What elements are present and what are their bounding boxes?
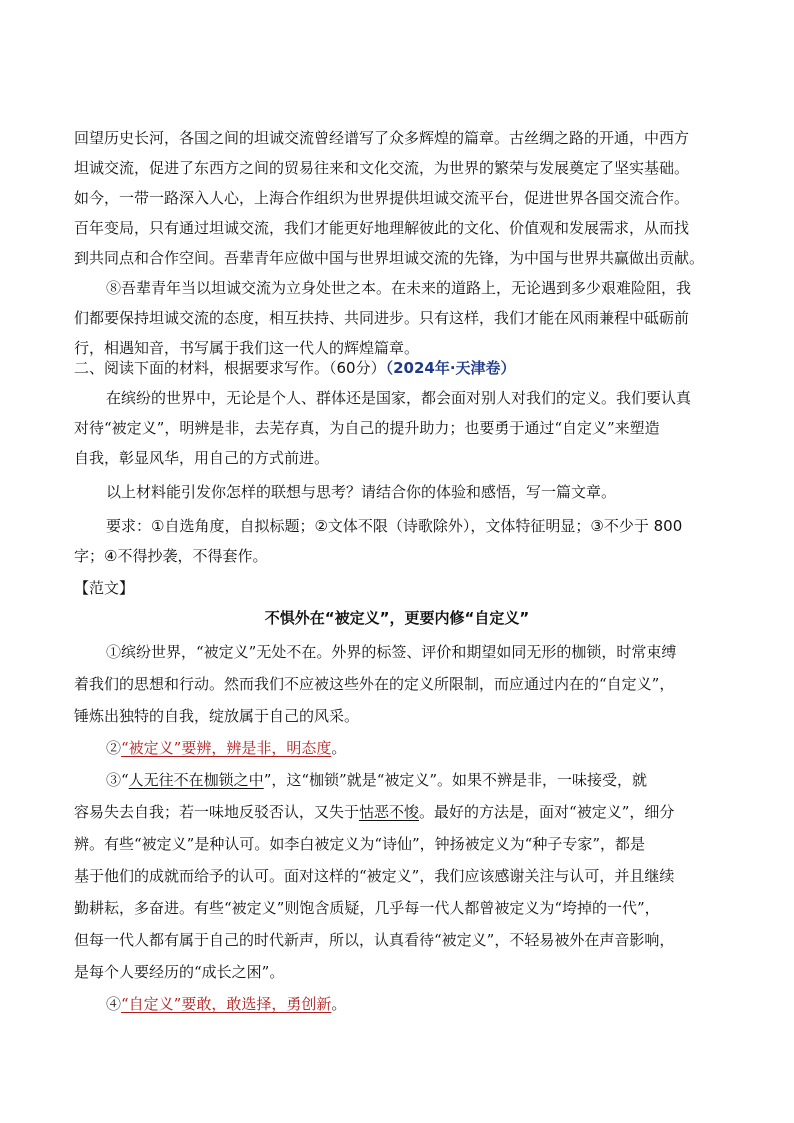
requirements-line: 要求：①自选角度，自拟标题；②文体不限（诗歌除外），文体特征明显；③不少于 800 [106,517,683,535]
text-run: ”，这“枷锁”就是“被定义”。如果不辨是非，一味接受，就 [263,771,648,789]
text-run: ③“ [106,771,129,789]
material-line: 对待“被定义”，明辨是非，去芜存真，为自己的提升助力；也要勇于通过“自定义”来塑造 [74,419,660,437]
subheading-number: ④ [106,995,122,1013]
essay-line: 基于他们的成就而给予的认可。面对这样的“被定义”，我们应该感谢关注与认可，并且继续 [74,867,675,885]
essay-line: 着我们的思想和行动。然而我们不应被这些外在的定义所限制，而应通过内在的“自定义”， [74,675,675,693]
essay-line: 但每一代人都有属于自己的时代新声，所以，认真看待“被定义”，不轻易被外在声音影响， [74,931,675,949]
paragraph-line: 坦诚交流，促进了东西方之间的贸易往来和文化交流，为世界的繁荣与发展奠定了坚实基础。 [74,159,690,177]
paragraph-line: 回望历史长河，各国之间的坦诚交流曾经谱写了众多辉煌的篇章。古丝绸之路的开通，中西方 [74,129,690,147]
essay-line: 勤耕耘，多奋进。有些“被定义”则饱含质疑，几乎每一代人都曾被定义为“垮掉的一代”， [74,899,660,917]
paragraph-line: 行，相遇知音，书写属于我们这一代人的辉煌篇章。 [74,339,420,357]
essay-line: ①缤纷世界，“被定义”无处不在。外界的标签、评价和期望如同无形的枷锁，时常束缚 [106,643,677,661]
paragraph-line: 到共同点和合作空间。吾辈青年应做中国与世界坦诚交流的先锋，为中国与世界共赢做出贡献。 [74,249,705,267]
requirements-line: 字；④不得抄袭，不得套作。 [74,547,268,565]
paragraph-line: 们都要保持坦诚交流的态度，相互扶持、共同进步。只有这样，我们才能在风雨兼程中砥砺前 [74,309,690,327]
subheading-end: 。 [331,739,347,757]
paragraph-line: ⑧吾辈青年当以坦诚交流为立身处世之本。在未来的道路上，无论遇到多少艰难险阻，我 [106,279,692,297]
idiom-underlined: 怙恶不悛 [359,803,420,821]
essay-line: 是每个人要经历的“成长之困”。 [74,963,285,981]
material-line: 在缤纷的世界中，无论是个人、群体还是国家，都会面对别人对我们的定义。我们要认真 [106,389,692,407]
writing-prompt: 以上材料能引发你怎样的联想与思考？请结合你的体验和感悟，写一篇文章。 [106,483,617,501]
subheading-text: “被定义”要辨，辨是非，明态度 [121,739,332,757]
essay-line: 锤炼出独特的自我，绽放属于自己的风采。 [74,707,360,725]
section-heading-text: 二、阅读下面的材料，根据要求写作。（60分） [74,359,386,377]
subheading-end: 。 [331,995,347,1013]
essay-line [106,769,647,791]
essay-title: 不惧外在“被定义”，更要内修“自定义” [264,609,530,627]
essay-line [74,801,674,823]
essay-line: 辨。有些“被定义”是种认可。如李白被定义为“诗仙”，钟扬被定义为“种子专家”，都是 [74,835,646,853]
text-run: 容易失去自我；若一味地反驳否认，又失于 [74,803,360,821]
essay-subheading [106,737,346,759]
text-run: 。最好的方法是，面对“被定义”，细分 [419,803,675,821]
source-tag: （2024年·天津卷） [385,359,516,377]
essay-subheading [106,993,346,1015]
quote-underlined: 人无往不在枷锁之中 [128,771,264,789]
paragraph-line: 百年变局，只有通过坦诚交流，我们才能更好地理解彼此的文化、价值观和发展需求，从而找 [74,219,690,237]
material-line: 自我，彰显风华，用自己的方式前进。 [74,449,330,467]
subheading-number: ② [106,739,122,757]
subheading-text: “自定义”要敢，敢选择，勇创新 [121,995,332,1013]
sample-label: 【范文】 [74,579,135,597]
section-heading [74,357,516,379]
paragraph-line: 如今，一带一路深入人心，上海合作组织为世界提供坦诚交流平台，促进世界各国交流合作。 [74,189,690,207]
